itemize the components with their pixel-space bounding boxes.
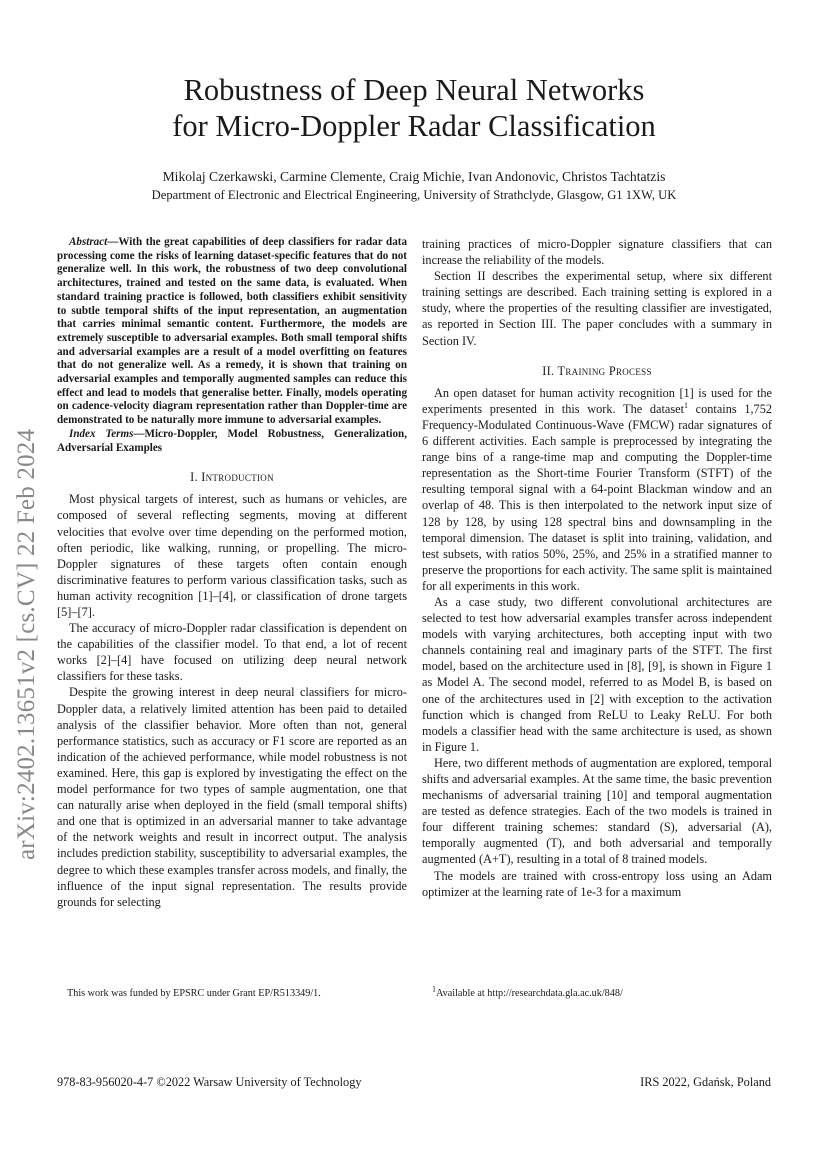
intro-paragraph-4: Section II describes the experimental setup, where six different training settings are described. Each training setting is explored in a study, where the properties of the resulting classifier are investigated, as reported in Section III. The paper concludes with a summary in Section IV. xyxy=(422,269,772,348)
training-paragraph-1-b: contains 1,752 Frequency-Modulated Continuous-Wave (FMCW) radar signatures of 6 different activities. Each sample is preprocessed by integrating the range bins of a range-time map and computing the Doppler-time representation as the Short-time Fourier Transform (STFT) of the resulting temporal signal with a 64-point Blackman window and an overlap of 48. This is then interpolated to the network input size of 128 by 128, by using 128 spectral bins and downsampling in the temporal dimension. The dataset is split into training, validation, and test subsets, with ratios 50%, 25%, and 25% in a stratified manner to preserve the proportions for each activity. The same split is maintained for all experiments in this work. xyxy=(422,401,773,593)
intro-continuation: training practices of micro-Doppler signature classifiers that can increase the reliability of the models. xyxy=(422,237,772,268)
title-line-1: Robustness of Deep Neural Networks xyxy=(183,73,645,107)
training-paragraph-3: Here, two different methods of augmentation are explored, temporal shifts and adversarial examples. At the same time, the basic prevention mechanisms of adversarial training [10] and temporal augmentation are tested as defence strategies. Each of the two models is trained in four different training schemes: standard (S), adversarial (A), temporally augmented (T), and both adversarial and temporally augmented (A+T), resulting in a total of 8 trained models. xyxy=(422,755,772,867)
dataset-footnote-text: Available at http://researchdata.gla.ac.uk/848/ xyxy=(436,988,623,999)
training-paragraph-4: The models are trained with cross-entropy loss using an Adam optimizer at the learning rate of 1e-3 for a maximum xyxy=(422,868,772,899)
intro-paragraph-2: The accuracy of micro-Doppler radar classification is dependent on the capabilities of the classifier model. To that end, a lot of recent works [2]–[4] have focused on utilizing deep neural network classifiers for these tasks. xyxy=(57,621,407,684)
dataset-footnote xyxy=(432,984,623,1000)
training-paragraph-1 xyxy=(422,385,772,594)
abstract-text: —With the great capabilities of deep classifiers for radar data processing come the risks of learning dataset-specific features that do not generalize well. In this work, the robustness of two deep convolutional architectures, trained and tested on the same data, is evaluated. When standard training practice is followed, both classifiers exhibit sensitivity to subtle temporal shifts of the input representation, an augmentation that carries minimal semantic content. Furthermore, the models are extremely susceptible to adversarial examples. Both small temporal shifts and adversarial examples are a result of a model overfitting on features that do not generalize well. As a remedy, it is shown that training on adversarial examples and temporally augmented samples can reduce this effect and lead to models that generalise better. Finally, models operating on cadence-velocity diagram representation rather than Doppler-time are demonstrated to be naturally more immune to adversarial examples. xyxy=(57,236,407,427)
arxiv-identifier: arXiv:2402.13651v2 [cs.CV] 22 Feb 2024 xyxy=(13,428,40,860)
funding-footnote: This work was funded by EPSRC under Grant EP/R513349/1. xyxy=(67,988,321,999)
training-paragraph-1-a: An open dataset for human activity recognition [1] is used for the experiments presented in this work. The dataset xyxy=(422,385,772,416)
left-column xyxy=(57,236,407,910)
footer-conference: IRS 2022, Gdańsk, Poland xyxy=(640,1075,771,1089)
right-column xyxy=(422,236,772,900)
footer-isbn: 978-83-956020-4-7 ©2022 Warsaw University of Technology xyxy=(57,1075,362,1089)
abstract xyxy=(57,236,407,428)
affiliation: Department of Electronic and Electrical Engineering, University of Strathclyde, Glasgow, G1 1XW, UK xyxy=(151,188,677,202)
paper-title xyxy=(0,72,828,144)
footnote-marker: 1 xyxy=(684,400,688,410)
section-heading-introduction: I. Introduction xyxy=(190,470,274,485)
dataset-footnote-marker: 1 xyxy=(432,984,436,994)
abstract-lead: Abstract xyxy=(69,236,108,248)
intro-paragraph-1: Most physical targets of interest, such as humans or vehicles, are composed of several reflecting segments, moving at different velocities that evolve over time depending on the performed motion, often periodic, like walking, running, or propelling. The micro-Doppler signatures of these targets often contain enough discriminative features to perform various classification tasks, such as human activity recognition [1]–[4], or classification of drone targets [5]–[7]. xyxy=(57,492,407,619)
title-line-2: for Micro-Doppler Radar Classification xyxy=(172,109,656,143)
intro-paragraph-3: Despite the growing interest in deep neural classifiers for micro-Doppler data, a relatively limited attention has been paid to detailed analysis of the classifier behavior. More often than not, general performance statistics, such as accuracy or F1 score are reported as an indication of the achieved performance, while model robustness is not examined. Here, this gap is explored by investigating the effect on the model performance for two types of sample augmentation, one that can naturally arise when deployed in the field (small temporal shifts) and one that is optimized in an adversarial manner to take advantage of the network weights and result in incorrect output. The analysis includes prediction stability, susceptibility to adversarial examples, the degree to which these examples transfer across models, and finally, the influence of the input signal representation. The results provide grounds for selecting xyxy=(57,685,407,909)
index-terms-lead: Index Terms xyxy=(69,427,134,440)
section-heading-training: II. Training Process xyxy=(542,363,652,378)
training-paragraph-2: As a case study, two different convolutional architectures are selected to test how adversarial examples transfer across independent models with varying architectures, both accepting input with two channels containing real and imaginary parts of the STFT. The first model, based on the architecture used in [8], [9], is shown in Figure 1 as Model A. The second model, referred to as Model B, is based on one of the architectures used in [2] with exception to the activation function which is changed from ReLU to Leaky ReLU. For both models a classifier head with the same architecture is used, as shown in Figure 1. xyxy=(422,594,772,754)
index-terms xyxy=(57,428,407,455)
index-terms-text: —Micro-Doppler, Model Robustness, Generalization, Adversarial Examples xyxy=(57,427,407,454)
author-list: Mikolaj Czerkawski, Carmine Clemente, Craig Michie, Ivan Andonovic, Christos Tachtatzis xyxy=(162,169,666,184)
